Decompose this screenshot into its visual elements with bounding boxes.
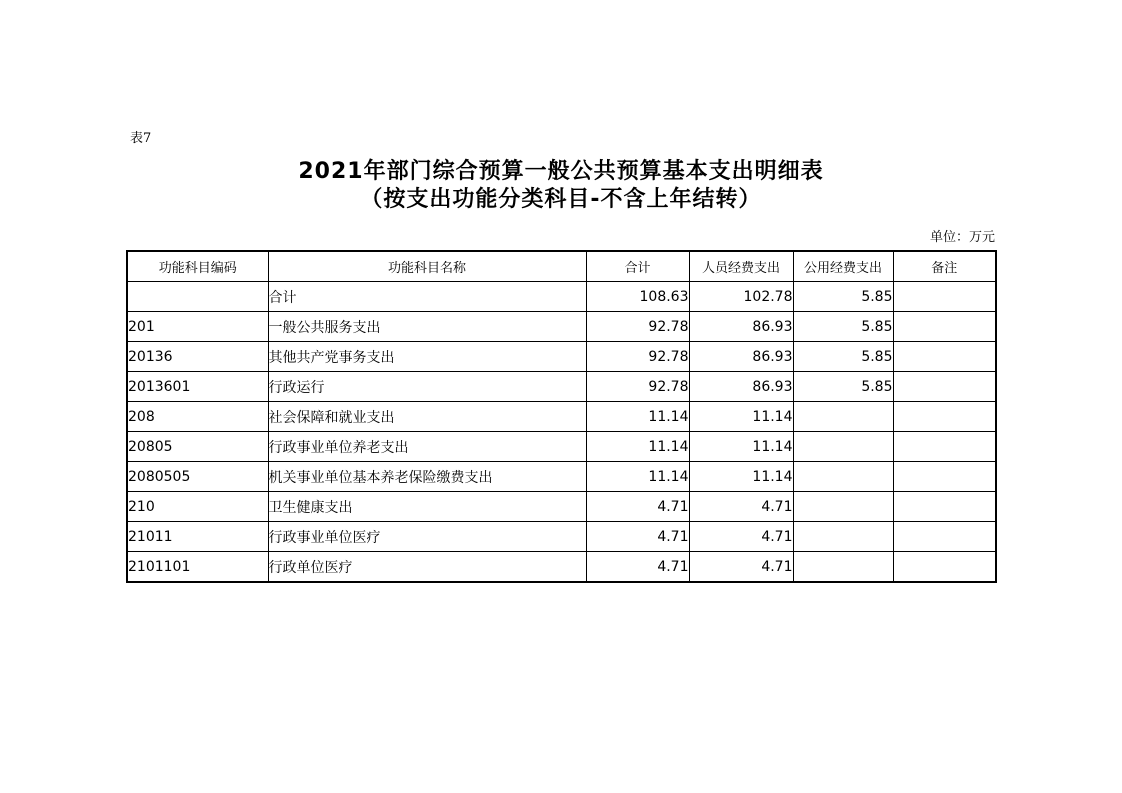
cell-total: 92.78 <box>586 312 689 342</box>
cell-personnel: 86.93 <box>689 372 793 402</box>
cell-personnel: 11.14 <box>689 462 793 492</box>
cell-name: 行政事业单位养老支出 <box>268 432 586 462</box>
cell-name: 合计 <box>268 282 586 312</box>
cell-remark <box>893 552 996 583</box>
col-header-remark: 备注 <box>893 251 996 282</box>
cell-remark <box>893 282 996 312</box>
cell-total: 11.14 <box>586 402 689 432</box>
cell-remark <box>893 372 996 402</box>
cell-personnel: 4.71 <box>689 522 793 552</box>
cell-total: 92.78 <box>586 372 689 402</box>
cell-total: 4.71 <box>586 552 689 583</box>
header-row <box>127 251 996 282</box>
table-row <box>127 552 996 583</box>
unit-label: 单位：万元 <box>929 230 995 245</box>
cell-total: 11.14 <box>586 432 689 462</box>
cell-remark <box>893 522 996 552</box>
table-body <box>127 282 996 583</box>
cell-personnel: 102.78 <box>689 282 793 312</box>
table-row <box>127 342 996 372</box>
cell-name: 一般公共服务支出 <box>268 312 586 342</box>
table-row <box>127 312 996 342</box>
cell-public <box>793 522 893 552</box>
document-title <box>0 158 1122 214</box>
cell-remark <box>893 342 996 372</box>
budget-table <box>126 250 997 583</box>
cell-public <box>793 462 893 492</box>
cell-public <box>793 492 893 522</box>
col-header-name: 功能科目名称 <box>268 251 586 282</box>
cell-total: 108.63 <box>586 282 689 312</box>
cell-public <box>793 552 893 583</box>
cell-personnel: 11.14 <box>689 432 793 462</box>
cell-public: 5.85 <box>793 312 893 342</box>
title-line-2: （按支出功能分类科目-不含上年结转） <box>360 187 762 212</box>
cell-code: 20805 <box>127 432 268 462</box>
cell-personnel: 4.71 <box>689 552 793 583</box>
cell-public: 5.85 <box>793 282 893 312</box>
cell-code: 208 <box>127 402 268 432</box>
cell-code <box>127 282 268 312</box>
cell-personnel: 86.93 <box>689 342 793 372</box>
table-row <box>127 492 996 522</box>
cell-name: 社会保障和就业支出 <box>268 402 586 432</box>
cell-total: 4.71 <box>586 522 689 552</box>
col-header-code: 功能科目编码 <box>127 251 268 282</box>
cell-code: 2101101 <box>127 552 268 583</box>
cell-name: 行政单位医疗 <box>268 552 586 583</box>
cell-code: 201 <box>127 312 268 342</box>
cell-total: 11.14 <box>586 462 689 492</box>
cell-personnel: 4.71 <box>689 492 793 522</box>
cell-public: 5.85 <box>793 372 893 402</box>
cell-remark <box>893 402 996 432</box>
col-header-total: 合计 <box>586 251 689 282</box>
cell-name: 卫生健康支出 <box>268 492 586 522</box>
cell-name: 行政运行 <box>268 372 586 402</box>
cell-remark <box>893 462 996 492</box>
table-row <box>127 402 996 432</box>
table-number-label: 表7 <box>130 131 152 146</box>
cell-code: 21011 <box>127 522 268 552</box>
table-row <box>127 462 996 492</box>
cell-personnel: 86.93 <box>689 312 793 342</box>
cell-remark <box>893 312 996 342</box>
table-row <box>127 522 996 552</box>
cell-name: 机关事业单位基本养老保险缴费支出 <box>268 462 586 492</box>
cell-code: 20136 <box>127 342 268 372</box>
cell-public: 5.85 <box>793 342 893 372</box>
table-row <box>127 282 996 312</box>
title-line-1: 2021年部门综合预算一般公共预算基本支出明细表 <box>298 159 824 184</box>
cell-total: 4.71 <box>586 492 689 522</box>
cell-name: 行政事业单位医疗 <box>268 522 586 552</box>
cell-code: 210 <box>127 492 268 522</box>
cell-code: 2080505 <box>127 462 268 492</box>
table-row <box>127 432 996 462</box>
cell-code: 2013601 <box>127 372 268 402</box>
cell-public <box>793 432 893 462</box>
table-row <box>127 372 996 402</box>
cell-remark <box>893 492 996 522</box>
cell-personnel: 11.14 <box>689 402 793 432</box>
cell-public <box>793 402 893 432</box>
cell-total: 92.78 <box>586 342 689 372</box>
col-header-public: 公用经费支出 <box>793 251 893 282</box>
cell-remark <box>893 432 996 462</box>
col-header-personnel: 人员经费支出 <box>689 251 793 282</box>
cell-name: 其他共产党事务支出 <box>268 342 586 372</box>
